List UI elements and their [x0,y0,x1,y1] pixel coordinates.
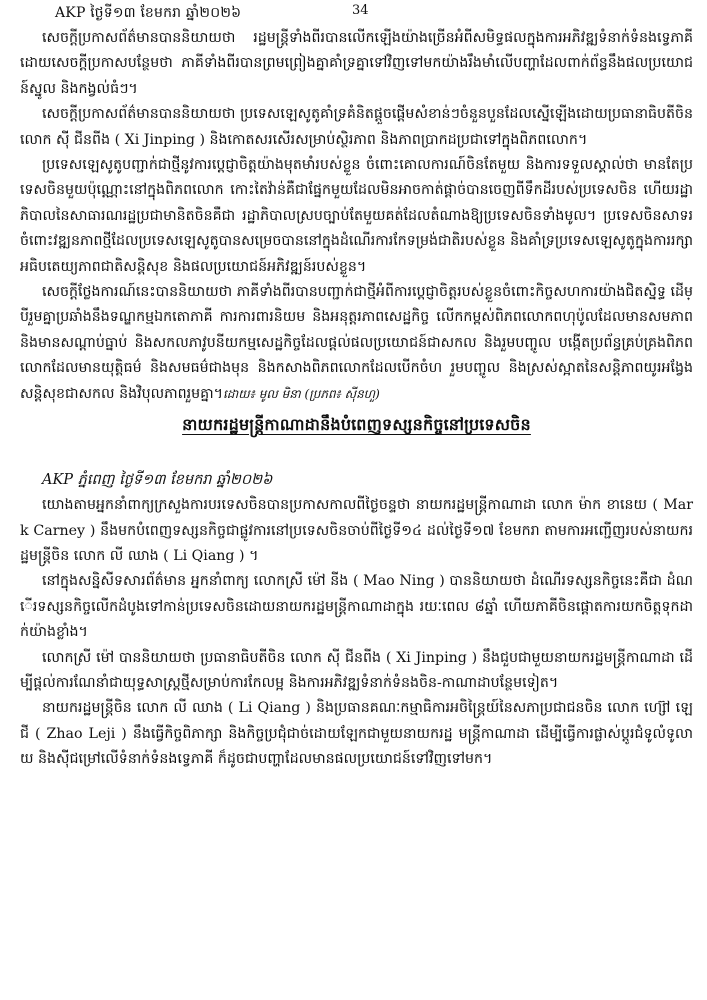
page-number: 34 [352,3,369,18]
article1-byline: ដោយ៖ មូល មិនា (ប្រភព៖ ស៊ីនហួ) [222,386,380,401]
article2-paragraph-4: នាយករដ្ឋមន្ត្រីចិន លោក លី ឈាង ( Li Qiang ) និងប្រធានគណៈកម្មាធិការអចិន្ត្រៃយ៍នៃសភាប្រជាជនចិន លោក ហ្ស៊ៅ ឡេជី ( Zhao Leji ) នឹងធ្វើកិច្ចពិភាក្សា និងកិច្ចប្រជុំជាច់ដោយឡែកជាមួយនាយករដ្ឋ មន្ត្រីកាណាដា ដើម្បីធ្វើការផ្លាស់ប្តូរជំទូលំទូលាយ និងស៊ីជម្រៅលើទំនាក់ទំនងទ្វេភាគី ក៏ដូចជាបញ្ហាដែលមានផលប្រយោជន៍ទៅវិញទៅមក។ [20,700,693,768]
article1-paragraph-2: សេចក្តីប្រកាសព័ត៌មានបាននិយាយថា ប្រទេសឡេសូតូគាំទ្រគំនិតផ្តួចផ្តើមសំខាន់ៗចំនួនបួនដែលស្នើឡើងដោយប្រធានាធិបតីចិន លោក ស៊ី ជីនពីង ( Xi Jinping ) និងកោតសរសើរសម្រាប់ស្ថិរភាព និងភាពប្រាកដប្រជាទៅក្នុងពិភពលោក។ [20,106,693,148]
article-canada-pm-visit [20,467,693,772]
header-dateline: AKP ថ្ងៃទី១៣ ខែមករា ឆ្នាំ២០២៦ [55,5,242,21]
article1-paragraph-3: ប្រទេសឡេសូតូបញ្ជាក់ជាថ្មីនូវការប្តេជ្ញាចិត្តយ៉ាងមុតមាំរបស់ខ្លួន ចំពោះគោលការណ៍ចិនតែមួយ និងការទទួលស្គាល់ថា មានតែប្រទេសចិនមួយប៉ុណ្ណោះនៅក្នុងពិភពលោក កោះតៃវ៉ាន់គឺជាផ្នែកមួយដែលមិនអាចកាត់ផ្តាច់បានចេញពីទឹកដីរបស់ប្រទេសចិន ហើយរដ្ឋាភិបាលនៃសាធារណរដ្ឋប្រជាមានិតចិនគឺជា រដ្ឋាភិបាលស្របច្បាប់តែមួយគត់ដែលតំណាងឱ្យប្រទេសចិនទាំងមូល។ ប្រទេសចិនសាទរចំពោះវឌ្ឍនភាពថ្មីដែលប្រទេសឡេសូតូបានសម្រេចបាននៅក្នុងដំណើរការកែទម្រង់ជាតិរបស់ខ្លួន និងគាំទ្រប្រទេសឡេសូតូក្នុងការរក្សាអធិបតេយ្យភាពជាតិសន្តិសុខ និងផលប្រយោជន៍អភិវឌ្ឍន៍របស់ខ្លួន។ [20,157,693,275]
article2-paragraph-2: នៅក្នុងសន្និសីទសារព័ត៌មាន អ្នកនាំពាក្យ លោកស្រី ម៉ៅ នីង ( Mao Ning ) បាននិយាយថា ដំណើរទស្សនកិច្ចនេះគឺជា ដំណើរទស្សនកិច្ចលើកដំបូងទៅកាន់ប្រទេសចិនដោយនាយករដ្ឋមន្ត្រីកាណាដាក្នុង រយៈពេល ៨ឆ្នាំ ហើយភាគីចិនផ្តោតការយកចិត្តទុកដាក់យ៉ាងខ្លាំង។ [20,573,693,641]
article2-paragraph-3: លោកស្រី ម៉ៅ បាននិយាយថា ប្រធានាធិបតីចិន លោក ស៊ី ជីនពីង ( Xi Jinping ) នឹងជួបជាមួយនាយករដ្ឋមន្ត្រីកាណាដា ដើម្បីផ្តល់ការណែនាំជាយុទ្ធសាស្ត្រថ្មីសម្រាប់ការកែលម្អ និងការអភិវឌ្ឍទំនាក់ទំនងចិន-កាណាដាបន្ថែមទៀត។ [20,649,693,691]
article1-paragraph-4 [20,280,693,407]
page-header [20,0,693,26]
article-lesotho-china-statement [20,26,693,407]
article1-paragraph-4-text: សេចក្តីថ្លែងការណ៍នេះបាននិយាយថា ភាគីទាំងពីរបានបញ្ជាក់ជាថ្មីអំពីការប្តេជ្ញាចិត្តរបស់ខ្លួនចំពោះកិច្ចសហការយ៉ាងជិតស្និទ្ធ ដើម្បីរួមគ្នាប្រឆាំងនឹងទណ្ឌកម្មឯកតោភាគី ការការពារនិយម និងអនុត្តរភាពសេដ្ឋកិច្ច លើកកម្ពស់ពិភពលោកពហុប៉ូលដែលមានសមភាព និងមានសណ្តាប់ធ្នាប់ និងសកលភាវូបនីយកម្មសេដ្ឋកិច្ចដែលផ្តល់ផលប្រយោជន៍ជាសកល និងរួមបញ្ចូល បង្កើតប្រព័ន្ធគ្រប់គ្រងពិភពលោកដែលមានយុត្តិធម៌ និងសមធម៌ជាងមុន និងកសាងពិភពលោកដែលបើកចំហ រួមបញ្ចូល និងស្រស់ស្អាតនៃសន្តិភាពយូរអង្វែង សន្តិសុខជាសកល និងវិបុលភាពរួមគ្នា។ [20,284,693,402]
article2-dateline: AKP ភ្នំពេញ ថ្ងៃទី១៣ ខែមករា ឆ្នាំ២០២៦ [42,472,273,489]
article1-paragraph-1: សេចក្តីប្រកាសព័ត៌មានបាននិយាយថា រដ្ឋមន្ត្រីទាំងពីរបានលើកឡើងយ៉ាងច្រើនអំពីសមិទ្ធផលក្នុងការអភិវឌ្ឍទំនាក់ទំនងទ្វេភាគី ដោយសេចក្តីប្រកាសបន្ថែមថា ភាគីទាំងពីរបានព្រមព្រៀងគ្នាគាំទ្រគ្នាទៅវិញទៅមកយ៉ាងរឹងមាំលើបញ្ហាដែលពាក់ព័ន្ធនឹងផលប្រយោជន៍ស្នូល និងកង្វល់ធំៗ។ [20,30,693,97]
article2-headline: នាយករដ្ឋមន្ត្រីកាណាដានឹងបំពេញទស្សនកិច្ចនៅប្រទេសចិន [182,415,531,435]
article2-paragraph-1: យោងតាមអ្នកនាំពាក្យក្រសួងការបរទេសចិនបានប្រកាសកាលពីថ្ងៃចន្ទថា នាយករដ្ឋមន្ត្រីកាណាដា លោក ម៉ាក ខានេយ ( Mark Carney ) នឹងមកបំពេញទស្សនកិច្ចជាផ្លូវការនៅប្រទេសចិនចាប់ពីថ្ងៃទី១៤ ដល់ថ្ងៃទី១៧ ខែមករា តាមការអញ្ជើញរបស់នាយករដ្ឋមន្ត្រីចិន លោក លី ឈាង ( Li Qiang ) ។ [20,497,693,564]
